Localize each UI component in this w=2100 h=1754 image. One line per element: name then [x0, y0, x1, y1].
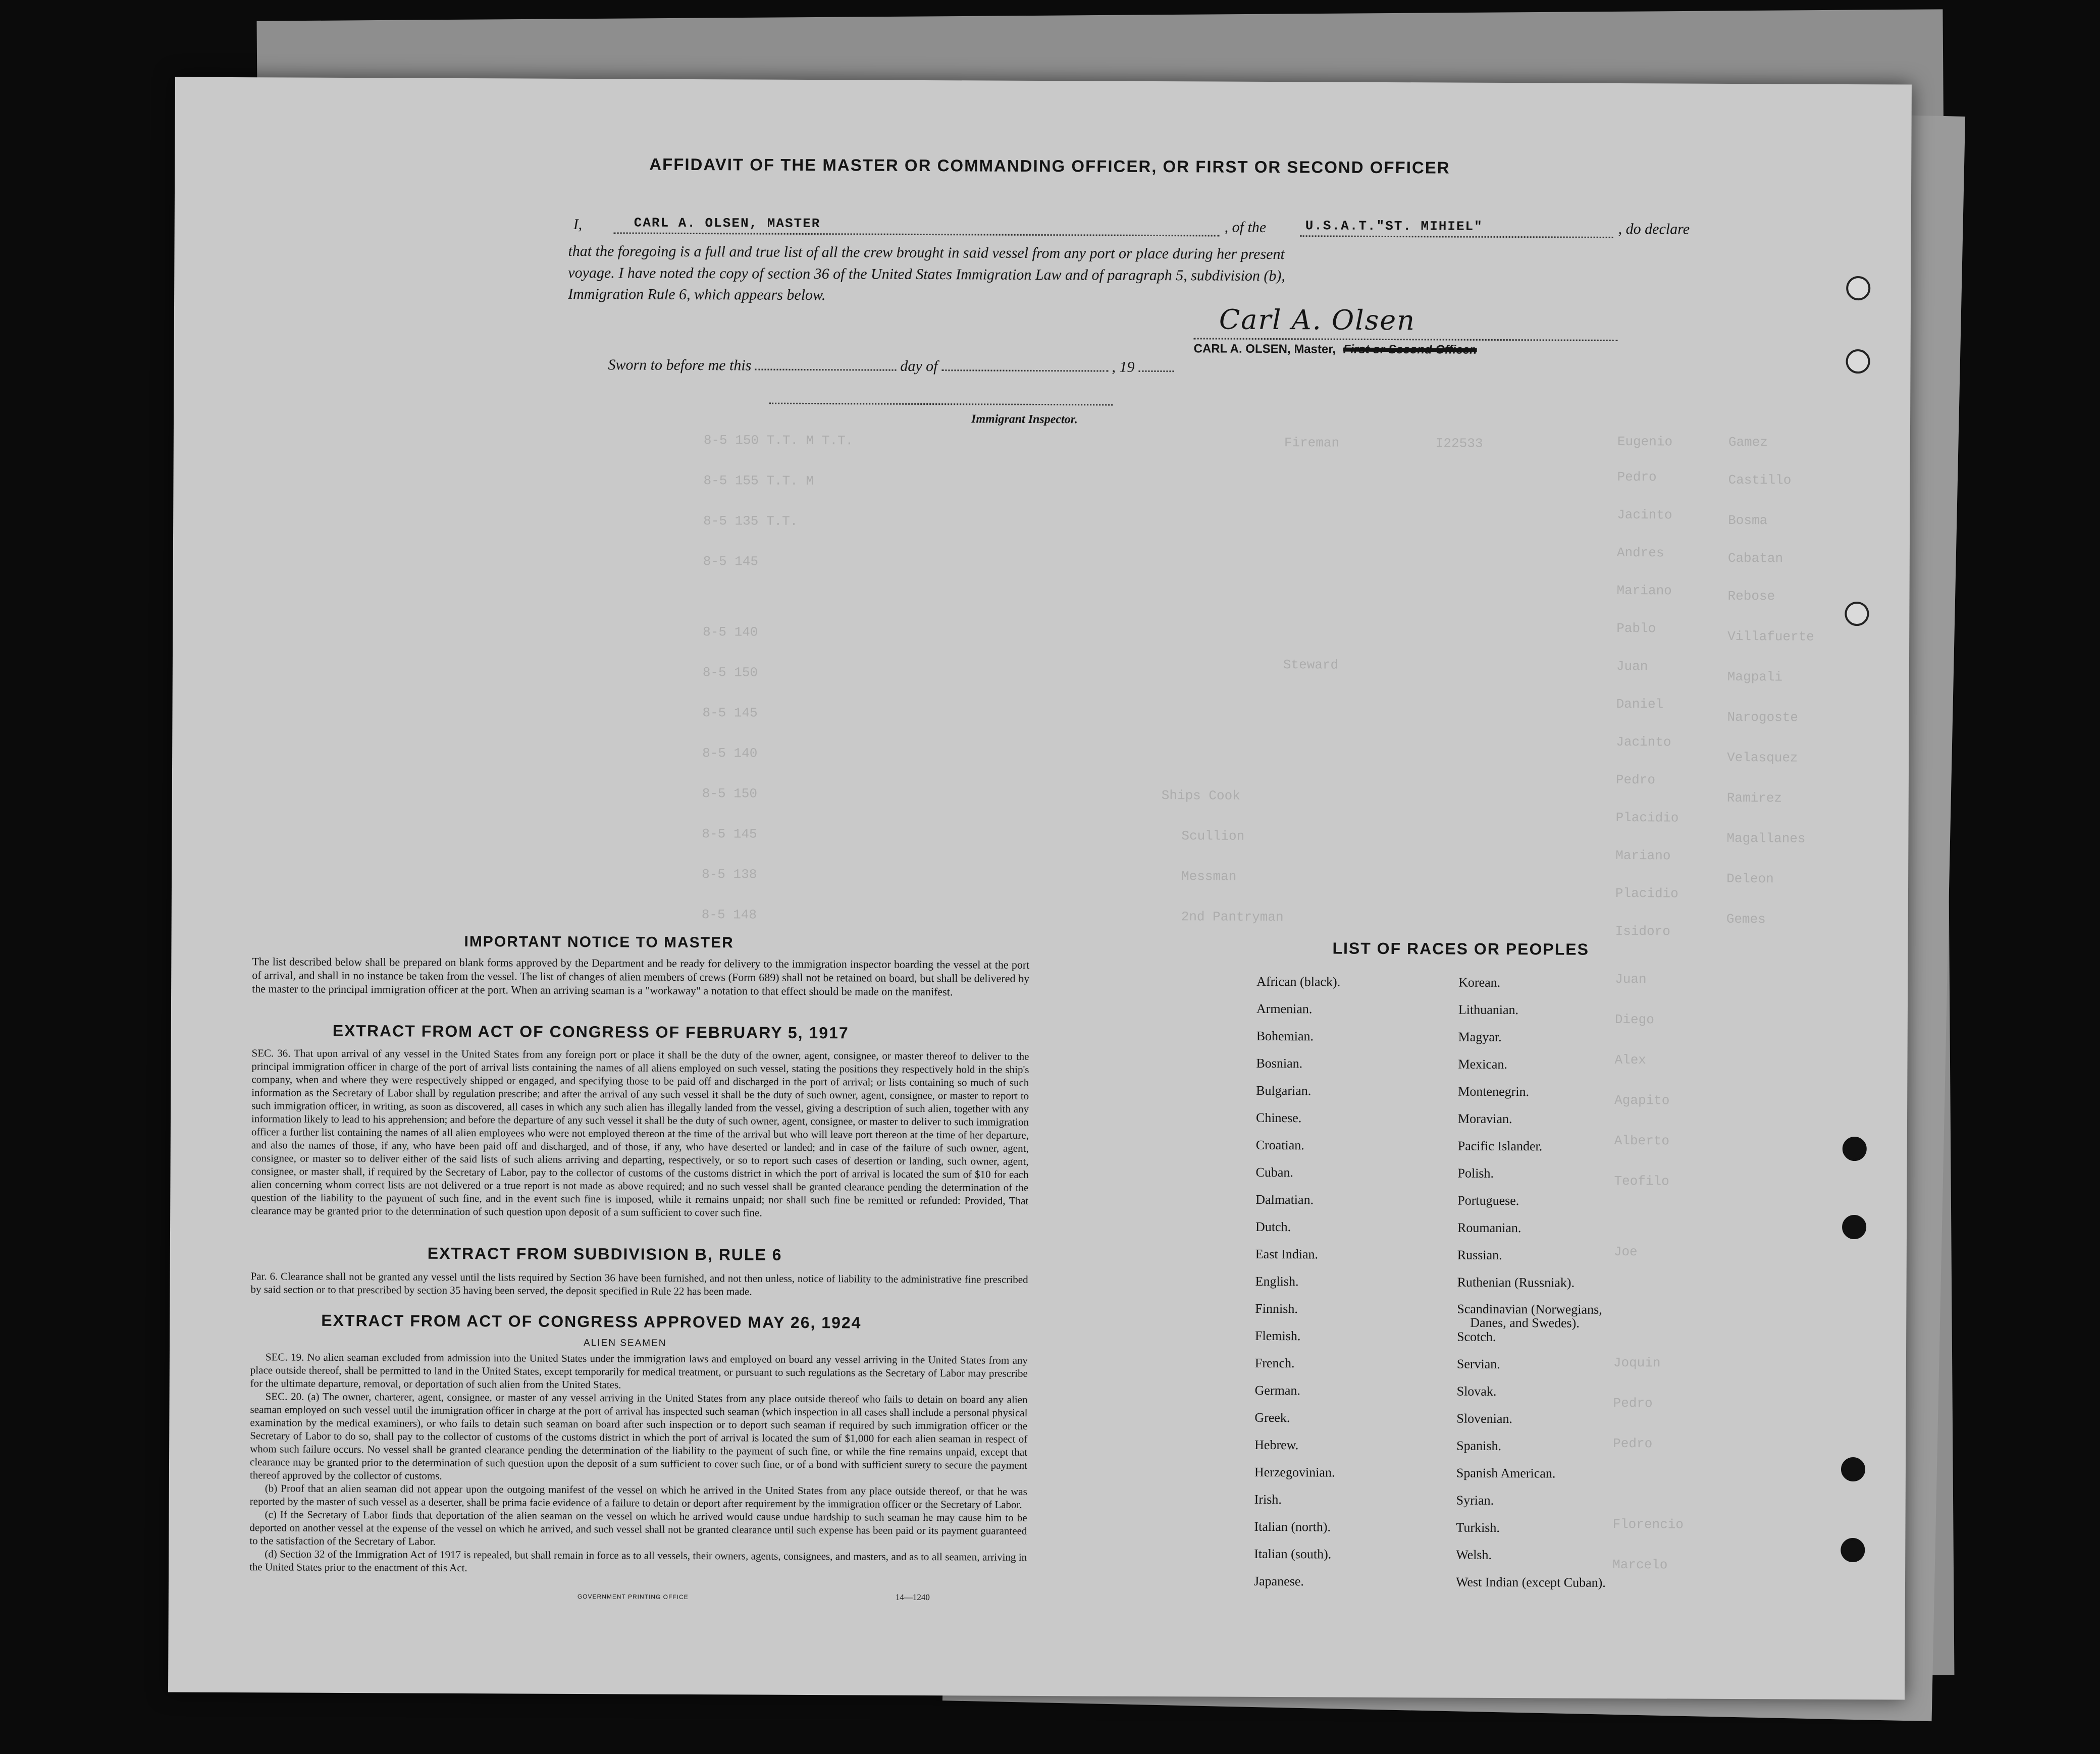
- extract-1924-p1: SEC. 19. No alien seaman excluded from admission into the United States under the immigration laws and employed on board any vessel arriving in the United States from any place outside thereof, shall be permitted to land in the United States, except temporarily for medical treatment, or pursuant to such regulations as the Secretary of Labor may prescribe for the ultimate departure, removal, or deportation of such alien from the United States.: [250, 1351, 1028, 1391]
- extract-1924-p2: SEC. 20. (a) The owner, charterer, agent, consignee, or master of any vessel arriving in the United States from any place outside thereof who fails to detain on board any alien seaman employed on such vessel until the immigration officer in charge at the port of arrival has inspected such seaman (which inspection in all cases shall include a personal physical examination by the medical examiners), or who fails to detain such seaman on board after such inspection or to deport such seaman if required by such immigration officer or the Secretary of Labor to do so, shall pay to the collector of customs of the customs district in which the port of arrival is located the sum of $1,000 for each alien seaman in respect of whom such failure occurs. No vessel shall be granted clearance pending the determination of the liability to the payment of such fine, or while the fine remains unpaid, except that clearance may be granted prior to the determination of such question upon the deposit of a sum sufficient to cover such fine, or of a bond with sufficient surety to secure the payment thereof approved by the collector of customs.: [249, 1390, 1028, 1482]
- race-item: Hebrew.: [1254, 1437, 1299, 1453]
- binder-hole: [1841, 1538, 1865, 1562]
- race-item: Portuguese.: [1457, 1193, 1519, 1208]
- extract-1924-title: EXTRACT FROM ACT OF CONGRESS APPROVED MAY 26, 1924: [321, 1311, 862, 1332]
- affidavit-declare: , do declare: [1618, 220, 1690, 238]
- race-item: Pacific Islander.: [1457, 1138, 1543, 1154]
- extract-rule6-title: EXTRACT FROM SUBDIVISION B, RULE 6: [427, 1244, 782, 1264]
- printer-mark: GOVERNMENT PRINTING OFFICE: [577, 1593, 689, 1601]
- binder-hole: [1842, 1215, 1866, 1239]
- race-item: Irish.: [1254, 1492, 1282, 1507]
- sworn-line: [608, 356, 1174, 376]
- sworn-month-field: [941, 369, 1108, 371]
- race-item: Italian (north).: [1254, 1519, 1331, 1534]
- race-item: French.: [1254, 1355, 1295, 1371]
- race-item: Roumanian.: [1457, 1220, 1521, 1236]
- affidavit-body-line2: that the foregoing is a full and true list of all the crew brought in said vessel from any port or place during her present: [568, 242, 1285, 263]
- race-item: Japanese.: [1253, 1573, 1304, 1589]
- affidavit-i: I,: [573, 216, 583, 233]
- race-item: Greek.: [1254, 1410, 1290, 1425]
- race-item: African (black).: [1256, 974, 1341, 989]
- race-item: Finnish.: [1255, 1301, 1298, 1316]
- race-item: Moravian.: [1457, 1111, 1512, 1127]
- extract-1924-p4: (c) If the Secretary of Labor finds that deportation of the alien seaman on the vessel on which he arrived would cause undue hardship to such seaman he may cause him to be deported on another vessel at the expense of the vessel on which he arrived, and such vessel shall not be granted clearance until such expense has been paid or its payment guaranteed to the satisfaction of the Secretary of Labor.: [249, 1508, 1027, 1548]
- notice-title: IMPORTANT NOTICE TO MASTER: [464, 933, 734, 951]
- vessel-name: U.S.A.T."ST. MIHIEL": [1305, 218, 1483, 234]
- race-item: Bosnian.: [1256, 1055, 1303, 1071]
- affidavit-body-line4: Immigration Rule 6, which appears below.: [568, 285, 826, 304]
- sworn-year-label: , 19: [1112, 358, 1135, 376]
- race-item: East Indian.: [1255, 1246, 1319, 1262]
- bleed-through: Eugenio Pedro Jacinto Andres Mariano Pablo Juan Daniel Jacinto Pedro Placidio Mariano Placidio Isidoro Gamez Castillo Bosma Cabatan Rebose Villafuerte Magpali Narogoste Velasquez Ramirez Magallanes Deleon Gemes Fireman I22533 Steward Ships Cook Scullion Messman 2nd Pantryman 8-5 150 T.T. M T.T. 8-5 155 T.T. M 8-5 135 T.T. 8-5 145 8-5 140 8-5 150 8-5 145 8-5 140 8-5 150 8-5 145 8-5 138 8-5 148 Juan Diego Alex Agapito Alberto Teofilo Joe Joquin Pedro Pedro Florencio Marcelo: [701, 433, 1814, 1573]
- affidavit-of-the: , of the: [1224, 219, 1267, 236]
- signature-line: [1194, 338, 1618, 341]
- vessel-name-field: [1300, 218, 1613, 238]
- signature-caption: [1194, 342, 1477, 357]
- binder-hole: [1846, 349, 1870, 374]
- race-item: English.: [1255, 1273, 1299, 1289]
- extract-1924-p5: (d) Section 32 of the Immigration Act of 1917 is repealed, but shall remain in force as to all vessels, their owners, agents, consignees, and masters, and as to all seamen, arriving in the United States prior to the enactment of this Act.: [249, 1548, 1027, 1574]
- race-item: Ruthenian (Russniak).: [1457, 1274, 1575, 1290]
- extract-1924-p3: (b) Proof that an alien seaman did not appear upon the outgoing manifest of the vessel on which he arrived in the United States from any place outside thereof, or that he was reported by the master of such vessel as a deserter, shall be prima facie evidence of a failure to detain or deport after requirement by the immigration officer or the Secretary of Labor.: [249, 1482, 1027, 1511]
- races-title: LIST OF RACES OR PEOPLES: [1332, 939, 1590, 959]
- race-item: Spanish.: [1456, 1438, 1502, 1453]
- race-item: Mexican.: [1458, 1056, 1508, 1072]
- race-item-scandinavian: [1457, 1302, 1607, 1330]
- signature-caption-name: CARL A. OLSEN, Master,: [1193, 342, 1336, 356]
- race-item: Russian.: [1457, 1247, 1502, 1263]
- form-code: 14—1240: [895, 1592, 930, 1603]
- race-item: Armenian.: [1256, 1001, 1312, 1017]
- race-item: Slovak.: [1456, 1384, 1497, 1399]
- race-item: Servian.: [1456, 1356, 1500, 1371]
- inspector-line: [769, 403, 1113, 406]
- race-item: Magyar.: [1458, 1029, 1502, 1044]
- races-col2: [1456, 975, 1608, 1603]
- affidavit-title: AFFIDAVIT OF THE MASTER OR COMMANDING OFFICER, OR FIRST OR SECOND OFFICER: [649, 154, 1450, 177]
- race-item: Lithuanian.: [1458, 1002, 1519, 1018]
- sworn-year-field: [1138, 370, 1174, 372]
- master-name: CARL A. OLSEN, MASTER: [634, 215, 821, 232]
- race-item: Syrian.: [1456, 1493, 1494, 1508]
- binder-hole: [1843, 1137, 1867, 1161]
- binder-hole: [1846, 276, 1870, 300]
- master-name-field: [614, 215, 1220, 236]
- inspector-caption: Immigrant Inspector.: [971, 412, 1078, 427]
- race-item: Slovenian.: [1456, 1411, 1512, 1426]
- race-item: Chinese.: [1255, 1110, 1302, 1126]
- race-item: Montenegrin.: [1458, 1084, 1530, 1099]
- affidavit-body-line3: voyage. I have noted the copy of section 36 of the United States Immigration Law and of paragraph 5, subdivision (b),: [568, 264, 1286, 285]
- race-item: Scandinavian (Norwegians,: [1457, 1301, 1602, 1317]
- race-item: West Indian (except Cuban).: [1455, 1574, 1606, 1590]
- race-item: Scotch.: [1457, 1329, 1496, 1344]
- race-item: Welsh.: [1456, 1547, 1492, 1562]
- extract-1917-text: SEC. 36. That upon arrival of any vessel in the United States from any foreign port or place it shall be the duty of the owner, agent, consignee, or master thereof to deliver to the principal immigration officer in charge of the port of arrival lists containing the names of all aliens employed on such vessel, stating the positions they respectively hold in the ship's company, when and where they were respectively shipped or engaged, and specifying those to be paid off and discharged in the port of arrival; or lists containing so much of such information as the Secretary of Labor shall by regulation prescribe; and after the arrival of any such vessel it shall be the duty of such owner, agent, consignee, or master to report to such immigration officer, in writing, as soon as discovered, all cases in which any such alien has illegally landed from the vessel, giving a description of such alien, together with any information likely to lead to his apprehension; and before the departure of any such vessel it shall be the duty of such owner, agent, consignee, or master to deliver to such immigration officer a further list containing the names of all alien employees who were not employed thereon at the time of the arrival but who will leave port thereon at the time of her departure, and also the names of those, if any, who have been paid off and discharged, and of those, if any, who have deserted or landed; and in case of the failure of such owner, agent, consignee, or master so to deliver either of the said lists of such aliens arriving and departing, respectively, or so to report such cases of desertion or landing, such owner, agent, consignee, or master shall, if required by the Secretary of Labor, pay to the collector of customs of the customs district in which the port of arrival is located the sum of $10 for each alien concerning whom correct lists are not delivered or a true report is not made as above required; and no such vessel shall be granted clearance pending the determination of the question of the liability to the payment of such fine, and in the event such fine is imposed, while it remains unpaid; nor shall such fine be remitted or refunded: Provided, That clearance may be granted prior to the determination of such question upon deposit of a sum sufficient to cover such fine.: [251, 1047, 1029, 1219]
- manifest-page: [168, 77, 1912, 1700]
- extract-1917-title: EXTRACT FROM ACT OF CONGRESS OF FEBRUARY 5, 1917: [332, 1021, 849, 1042]
- race-item: Croatian.: [1255, 1137, 1304, 1153]
- extract-1924-body: [249, 1350, 1028, 1577]
- race-item-continued: Danes, and Swedes).: [1470, 1315, 1580, 1331]
- sworn-day-field: [755, 369, 897, 371]
- race-item: Spanish American.: [1456, 1465, 1556, 1481]
- sworn-day-label: day of: [900, 357, 938, 375]
- races-col1: [1254, 974, 1340, 1602]
- struck-officer-caption: First or Second Officer.: [1343, 342, 1477, 357]
- race-item: Polish.: [1457, 1165, 1494, 1181]
- race-item: Bulgarian.: [1256, 1083, 1311, 1098]
- extract-1924-subtitle: ALIEN SEAMEN: [584, 1338, 667, 1349]
- race-item: Dalmatian.: [1255, 1192, 1314, 1207]
- race-item: Flemish.: [1255, 1328, 1301, 1344]
- extract-rule6-text: Par. 6. Clearance shall not be granted any vessel until the lists required by Section 36 have been furnished, and not then unless, notice of liability to the administrative fine prescribed by said section or to that prescribed by section 35 having been served, the deposit specified in Rule 22 has been made.: [250, 1270, 1028, 1298]
- race-item: Korean.: [1458, 975, 1501, 990]
- notice-text: The list described below shall be prepared on blank forms approved by the Department and be ready for delivery to the immigration inspector boarding the vessel at the port of arrival, and shall in no instance be taken from the vessel. The list of changes of alien members of crews (Form 689) shall not be retained on board, but shall be delivered by the master to the principal immigration officer at the port. When an arriving seaman is a "workaway" a notation to that effect should be made on the manifest.: [252, 955, 1030, 998]
- binder-hole: [1845, 602, 1869, 626]
- race-item: Herzegovinian.: [1254, 1464, 1335, 1480]
- race-item: Dutch.: [1255, 1219, 1291, 1235]
- race-item: Italian (south).: [1254, 1546, 1332, 1562]
- race-item: Cuban.: [1255, 1164, 1294, 1180]
- sworn-prefix: Sworn to before me this: [608, 356, 752, 374]
- binder-hole: [1841, 1457, 1865, 1481]
- race-item: Bohemian.: [1256, 1028, 1314, 1044]
- race-item: German.: [1254, 1383, 1300, 1398]
- race-item: Turkish.: [1456, 1520, 1500, 1535]
- master-signature: Carl A. Olsen: [1219, 303, 1416, 337]
